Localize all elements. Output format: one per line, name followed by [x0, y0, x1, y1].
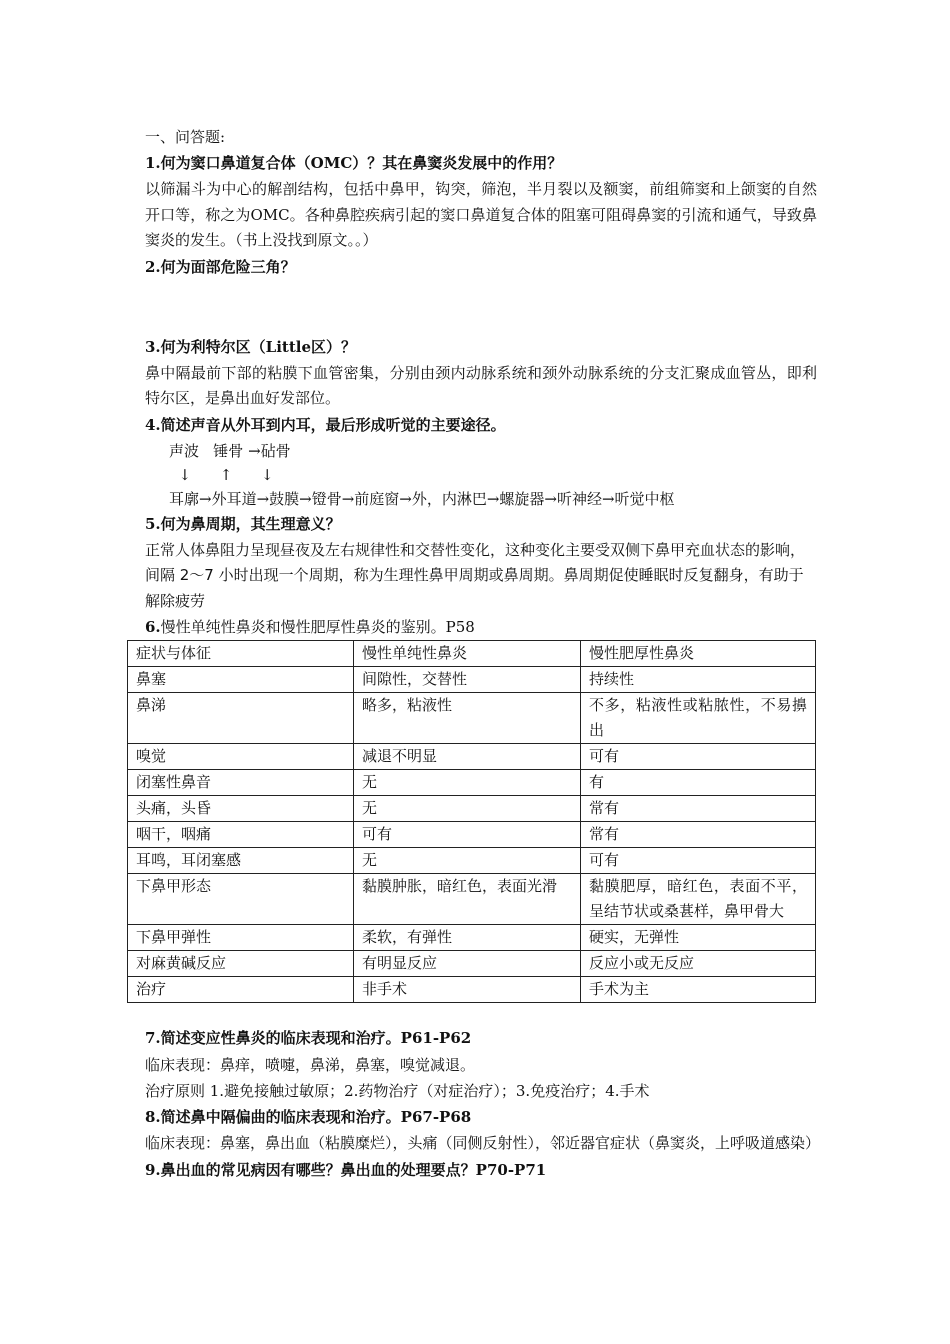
table-row [128, 796, 816, 822]
header-cell: 症状与体征 [128, 641, 354, 667]
question-6-number: 6. [145, 618, 161, 636]
table-cell: 反应小或无反应 [581, 951, 816, 977]
question-5-answer: 正常人体鼻阻力呈现昼夜及左右规律性和交替性变化，这种变化主要受双侧下鼻甲充血状态的影响，间隔 2～7 小时出现一个周期，称为生理性鼻甲周期或鼻周期。鼻周期促使睡眠时反复翻身，有助于解除疲劳 [145, 540, 806, 610]
table-cell: 耳鸣，耳闭塞感 [128, 848, 354, 874]
table-cell: 非手术 [354, 977, 581, 1003]
question-6-text: 慢性单纯性鼻炎和慢性肥厚性鼻炎的鉴别。P58 [160, 618, 475, 636]
table-cell: 略多，粘液性 [354, 693, 581, 744]
question-4-title: 4.简述声音从外耳到内耳，最后形成听觉的主要途径。 [145, 415, 506, 434]
table-row [128, 770, 816, 796]
table-cell: 嗅觉 [128, 744, 354, 770]
table-cell: 减退不明显 [354, 744, 581, 770]
table-cell: 常有 [581, 822, 816, 848]
table-cell: 鼻涕 [128, 693, 354, 744]
table-cell: 黏膜肿胀，暗红色，表面光滑 [354, 874, 581, 925]
question-6-title [145, 614, 817, 640]
table-row [128, 667, 816, 693]
table-header-row [128, 641, 816, 667]
table-cell: 常有 [581, 796, 816, 822]
table-cell: 对麻黄碱反应 [128, 951, 354, 977]
question-2-title: 2.何为面部危险三角？ [145, 257, 296, 276]
question-1-answer: 以筛漏斗为中心的解剖结构，包括中鼻甲，钩突，筛泡，半月裂以及额窦，前组筛窦和上颌窦的自然开口等，称之为OMC。各种鼻腔疾病引起的窦口鼻道复合体的阻塞可阻碍鼻窦的引流和通气，导致鼻窦炎的发生。（书上没找到原文。。） [145, 180, 817, 249]
question-3-title: 3.何为利特尔区（Little区）？ [145, 337, 357, 356]
question-8-title: 8.简述鼻中隔偏曲的临床表现和治疗。P67-P68 [145, 1108, 472, 1126]
table-cell: 鼻塞 [128, 667, 354, 693]
table-cell: 可有 [581, 744, 816, 770]
question-7-treatment: 治疗原则 1.避免接触过敏原；2.药物治疗（对症治疗）；3.免疫治疗；4.手术 [145, 1082, 650, 1100]
table-row [128, 874, 816, 925]
question-5-title: 5.何为鼻周期，其生理意义？ [145, 514, 341, 533]
header-cell: 慢性肥厚性鼻炎 [581, 641, 816, 667]
hearing-path-top: 声波 锤骨 →砧骨 [169, 441, 291, 460]
question-7-title: 7.简述变应性鼻炎的临床表现和治疗。P61-P62 [145, 1029, 472, 1047]
table-cell: 可有 [354, 822, 581, 848]
table-cell: 硬实，无弹性 [581, 925, 816, 951]
table-row [128, 925, 816, 951]
rhinitis-comparison-table [127, 640, 816, 1003]
table-cell: 治疗 [128, 977, 354, 1003]
spacer [145, 1003, 817, 1025]
table-cell: 持续性 [581, 667, 816, 693]
table-row [128, 744, 816, 770]
question-1-title: 1.何为窦口鼻道复合体（OMC）？其在鼻窦炎发展中的作用？ [145, 154, 563, 172]
table-cell: 咽干，咽痛 [128, 822, 354, 848]
blank-answer-space [145, 281, 817, 334]
header-cell: 慢性单纯性鼻炎 [354, 641, 581, 667]
table-cell: 可有 [581, 848, 816, 874]
section-title: 一、问答题: [145, 128, 226, 146]
table-cell: 无 [354, 796, 581, 822]
table-cell: 有 [581, 770, 816, 796]
question-8-clinical: 临床表现：鼻塞，鼻出血（粘膜糜烂），头痛（同侧反射性），邻近器官症状（鼻窦炎，上呼吸道感染） [145, 1134, 821, 1152]
table-cell: 下鼻甲弹性 [128, 925, 354, 951]
table-cell: 不多，粘液性或粘脓性，不易擤出 [581, 693, 816, 744]
table-cell: 闭塞性鼻音 [128, 770, 354, 796]
question-9-title: 9.鼻出血的常见病因有哪些？鼻出血的处理要点？P70-P71 [145, 1160, 547, 1179]
document-page [136, 124, 821, 1184]
table-cell: 有明显反应 [354, 951, 581, 977]
hearing-path-main: 耳廓→外耳道→鼓膜→镫骨→前庭窗→外，内淋巴→螺旋器→听神经→听觉中枢 [169, 489, 675, 508]
table-row [128, 693, 816, 744]
table-row [128, 822, 816, 848]
question-7-clinical: 临床表现：鼻痒，喷嚏，鼻涕，鼻塞，嗅觉减退。 [145, 1056, 476, 1074]
table-cell: 黏膜肥厚，暗红色，表面不平，呈结节状或桑葚样，鼻甲骨大 [581, 874, 816, 925]
table-row [128, 848, 816, 874]
table-cell: 手术为主 [581, 977, 816, 1003]
table-cell: 头痛，头昏 [128, 796, 354, 822]
question-3-answer: 鼻中隔最前下部的粘膜下血管密集，分别由颈内动脉系统和颈外动脉系统的分支汇聚成血管丛，即利特尔区，是鼻出血好发部位。 [145, 363, 817, 407]
table-cell: 下鼻甲形态 [128, 874, 354, 925]
table-cell: 柔软，有弹性 [354, 925, 581, 951]
table-cell: 无 [354, 770, 581, 796]
table-row [128, 977, 816, 1003]
hearing-path-arrows: ↓ ↑ ↓ [169, 465, 274, 484]
table-cell: 间隙性，交替性 [354, 667, 581, 693]
table-cell: 无 [354, 848, 581, 874]
table-row [128, 951, 816, 977]
